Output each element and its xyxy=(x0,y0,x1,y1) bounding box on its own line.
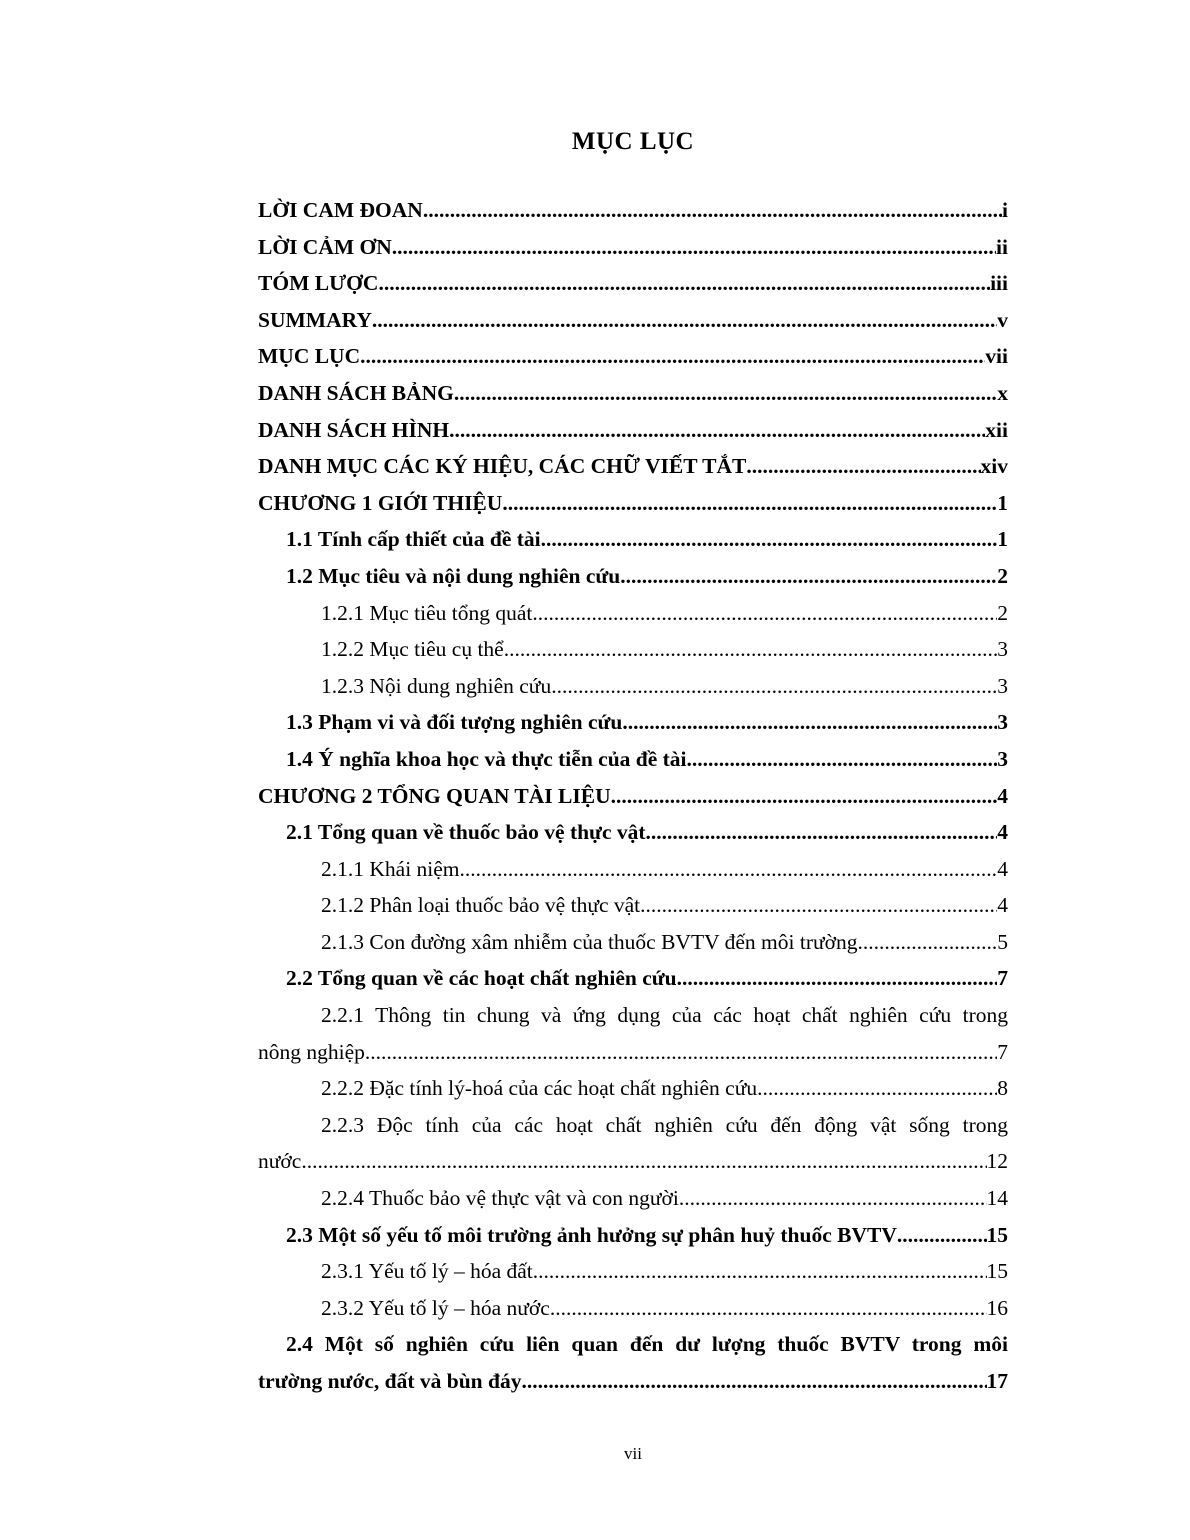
toc-entry[interactable] xyxy=(258,1107,1008,1180)
dot-leader xyxy=(360,338,985,375)
toc-entry-title: 1.2 Mục tiêu và nội dung nghiên cứu xyxy=(286,563,621,588)
toc-entry[interactable] xyxy=(258,741,1008,778)
dot-leader xyxy=(532,595,997,632)
toc-entry-title: 2.1.2 Phân loại thuốc bảo vệ thực vật xyxy=(321,893,641,918)
dot-leader xyxy=(378,265,990,302)
dot-leader xyxy=(365,1034,997,1071)
dot-leader xyxy=(533,1253,987,1290)
toc-entry-title: MỤC LỤC xyxy=(258,344,361,369)
toc-entry-title: 2.1.1 Khái niệm xyxy=(321,856,460,881)
toc-entry-title: 1.1 Tính cấp thiết của đề tài xyxy=(286,527,541,552)
page-title: MỤC LỤC xyxy=(571,128,695,155)
toc-entry-page: 1 xyxy=(997,490,1008,515)
toc-entry[interactable] xyxy=(258,1217,1008,1254)
toc-entry-title-line1: 2.2.1 Thông tin chung và ứng dụng của các hoạt chất nghiên cứu trong xyxy=(321,1003,1008,1028)
toc-entry-page: 17 xyxy=(986,1369,1008,1393)
dot-leader xyxy=(521,1363,986,1400)
toc-entry[interactable] xyxy=(258,814,1008,851)
toc-entry[interactable] xyxy=(258,558,1008,595)
page-number-footer: vii xyxy=(624,1444,642,1463)
dot-leader xyxy=(679,1180,987,1217)
toc-entry[interactable] xyxy=(258,448,1008,485)
toc-entry-page: 1 xyxy=(997,527,1008,552)
toc-entry-page: xii xyxy=(985,417,1008,442)
toc-entry-title: nông nghiệp xyxy=(258,1039,365,1064)
toc-entry-page: vii xyxy=(985,344,1008,369)
dot-leader xyxy=(454,375,997,412)
toc-entry[interactable] xyxy=(258,631,1008,668)
toc-entry-page: xiv xyxy=(980,454,1008,479)
toc-entry[interactable] xyxy=(258,192,1008,229)
toc-entry[interactable] xyxy=(258,412,1008,449)
toc-entry-title: 2.3.1 Yếu tố lý – hóa đất xyxy=(321,1259,533,1284)
toc-entry-page: v xyxy=(997,307,1008,332)
dot-leader xyxy=(541,521,998,558)
toc-entry-page: 16 xyxy=(986,1295,1008,1320)
toc-entry-title: 1.4 Ý nghĩa khoa học và thực tiễn của đề tài xyxy=(286,746,687,771)
toc-entry[interactable] xyxy=(258,595,1008,632)
dot-leader xyxy=(502,485,997,522)
dot-leader xyxy=(460,851,998,888)
toc-entry-title: 2.2 Tổng quan về các hoạt chất nghiên cứu xyxy=(286,966,677,991)
table-of-contents xyxy=(258,192,1008,1400)
toc-entry-title: TÓM LƯỢC xyxy=(258,271,379,296)
toc-entry-title: LỜI CAM ĐOAN xyxy=(258,198,423,222)
toc-entry-page: 14 xyxy=(986,1186,1008,1211)
toc-entry[interactable] xyxy=(258,960,1008,997)
toc-entry-title: LỜI CẢM ƠN xyxy=(258,234,392,259)
toc-entry-page: 15 xyxy=(986,1222,1008,1247)
toc-entry-title: nước xyxy=(258,1149,302,1174)
dot-leader xyxy=(504,631,998,668)
toc-entry[interactable] xyxy=(258,521,1008,558)
toc-entry[interactable] xyxy=(258,229,1008,266)
toc-entry-title-line1: 2.4 Một số nghiên cứu liên quan đến dư lượng thuốc BVTV trong môi xyxy=(286,1332,1008,1357)
dot-leader xyxy=(449,412,985,449)
toc-entry[interactable] xyxy=(258,668,1008,705)
dot-leader xyxy=(687,741,998,778)
dot-leader xyxy=(646,814,998,851)
toc-entry-title: DANH SÁCH HÌNH xyxy=(258,417,450,442)
toc-entry-page: 3 xyxy=(997,710,1008,735)
dot-leader xyxy=(677,960,998,997)
toc-entry-page: 2 xyxy=(997,563,1008,588)
toc-entry-title: DANH MỤC CÁC KÝ HIỆU, CÁC CHỮ VIẾT TẮT xyxy=(258,454,747,479)
toc-entry[interactable] xyxy=(258,851,1008,888)
toc-entry-page: 3 xyxy=(997,673,1008,698)
toc-entry-page: 4 xyxy=(997,856,1008,881)
toc-entry[interactable] xyxy=(258,704,1008,741)
toc-entry-page: 7 xyxy=(997,966,1008,991)
toc-entry[interactable] xyxy=(258,1180,1008,1217)
toc-entry-title: SUMMARY xyxy=(258,307,372,332)
dot-leader xyxy=(640,887,997,924)
toc-entry-title: CHƯƠNG 1 GIỚI THIỆU xyxy=(258,490,503,515)
toc-entry[interactable] xyxy=(258,887,1008,924)
toc-entry-title: trường nước, đất và bùn đáy xyxy=(258,1369,522,1393)
toc-entry-title: 2.3 Một số yếu tố môi trường ảnh hưởng sự phân huỷ thuốc BVTV xyxy=(286,1222,897,1247)
toc-entry[interactable] xyxy=(258,1290,1008,1327)
toc-entry-title: 2.1.3 Con đường xâm nhiễm của thuốc BVTV đến môi trường xyxy=(321,929,858,954)
toc-entry-page: 4 xyxy=(997,893,1008,918)
toc-entry-page: 5 xyxy=(997,929,1008,954)
toc-entry-page: ii xyxy=(996,234,1008,259)
toc-entry-page: 7 xyxy=(997,1039,1008,1064)
toc-entry-title: 1.2.2 Mục tiêu cụ thể xyxy=(321,637,504,662)
toc-entry[interactable] xyxy=(258,265,1008,302)
toc-entry[interactable] xyxy=(258,1326,1008,1399)
toc-entry-title-line1: 2.2.3 Độc tính của các hoạt chất nghiên cứu đến động vật sống trong xyxy=(321,1112,1008,1137)
dot-leader xyxy=(622,704,997,741)
toc-entry[interactable] xyxy=(258,375,1008,412)
dot-leader xyxy=(550,1290,987,1327)
toc-entry-title: 2.2.4 Thuốc bảo vệ thực vật và con người xyxy=(321,1186,679,1211)
toc-entry-title: 1.2.1 Mục tiêu tổng quát xyxy=(321,600,533,625)
toc-entry-title: DANH SÁCH BẢNG xyxy=(258,380,454,405)
toc-entry-title: 1.2.3 Nội dung nghiên cứu xyxy=(321,673,552,698)
toc-entry-page: 15 xyxy=(986,1259,1008,1284)
toc-entry-page: 4 xyxy=(997,783,1008,808)
dot-leader xyxy=(392,229,996,266)
toc-entry-page: 4 xyxy=(997,820,1008,845)
toc-entry-page: 12 xyxy=(986,1149,1008,1174)
dot-leader xyxy=(897,1217,987,1254)
toc-entry[interactable] xyxy=(258,485,1008,522)
dot-leader xyxy=(423,192,1002,229)
toc-entry-title: 2.1 Tổng quan về thuốc bảo vệ thực vật xyxy=(286,820,646,845)
toc-entry-title: 2.3.2 Yếu tố lý – hóa nước xyxy=(321,1295,550,1320)
toc-entry[interactable] xyxy=(258,1070,1008,1107)
toc-entry-page: 3 xyxy=(997,746,1008,771)
dot-leader xyxy=(620,558,997,595)
toc-entry-page: i xyxy=(1002,198,1008,222)
toc-entry-page: 2 xyxy=(997,600,1008,625)
dot-leader xyxy=(551,668,997,705)
toc-entry-title: 1.3 Phạm vi và đối tượng nghiên cứu xyxy=(286,710,623,735)
toc-entry-title: 2.2.2 Đặc tính lý-hoá của các hoạt chất nghiên cứu xyxy=(321,1076,758,1101)
toc-entry-page: 3 xyxy=(997,637,1008,662)
dot-leader xyxy=(611,778,998,815)
toc-entry-page: x xyxy=(997,380,1008,405)
toc-entry-page: iii xyxy=(990,271,1008,296)
toc-entry-page: 8 xyxy=(997,1076,1008,1101)
dot-leader xyxy=(858,924,998,961)
dot-leader xyxy=(746,448,980,485)
toc-entry[interactable] xyxy=(258,778,1008,815)
dot-leader xyxy=(301,1143,986,1180)
toc-entry-title: CHƯƠNG 2 TỔNG QUAN TÀI LIỆU xyxy=(258,783,611,808)
dot-leader xyxy=(757,1070,997,1107)
toc-entry[interactable] xyxy=(258,302,1008,339)
toc-entry[interactable] xyxy=(258,338,1008,375)
toc-entry[interactable] xyxy=(258,997,1008,1070)
toc-entry[interactable] xyxy=(258,924,1008,961)
toc-entry[interactable] xyxy=(258,1253,1008,1290)
dot-leader xyxy=(372,302,997,339)
